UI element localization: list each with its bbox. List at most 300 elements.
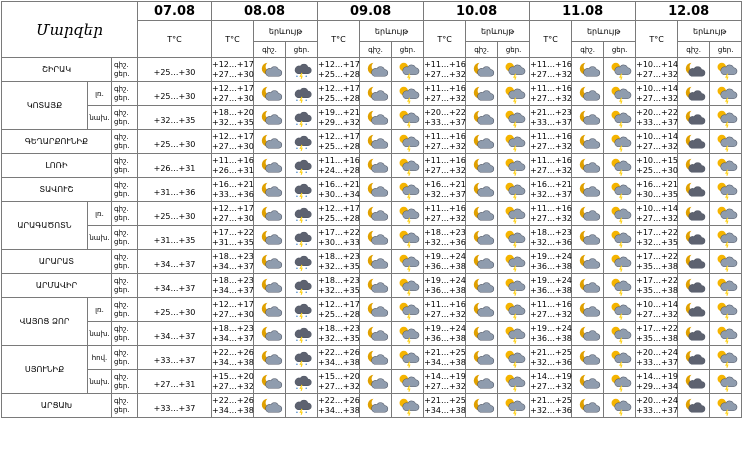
temp-header: T°C — [530, 21, 572, 58]
day-temp: +32…+35 — [318, 261, 360, 271]
temp-cell — [636, 394, 678, 418]
night-temp: +22…+26 — [318, 348, 360, 357]
day-label: ցեր. — [114, 69, 130, 78]
temp-cell — [318, 370, 360, 394]
day-temp: +33…+37 — [153, 404, 196, 414]
period-labels — [112, 274, 138, 298]
weather-icon-cell — [572, 346, 604, 370]
night-temp: +20…+24 — [636, 396, 678, 405]
weather-icon-cell — [710, 58, 742, 82]
day-temp: +26…+31 — [153, 164, 196, 174]
forecast-header: երևույթ — [466, 21, 530, 42]
day-temp: +27…+32 — [636, 69, 678, 79]
weather-icon-cell — [254, 130, 286, 154]
date-header: 10.08 — [424, 2, 530, 21]
temp-cell — [530, 82, 572, 106]
sun-cloud-storm-icon — [604, 61, 635, 78]
period-labels — [112, 154, 138, 178]
night-temp: +19…+24 — [530, 324, 572, 333]
night-temp: +12…+17 — [212, 60, 254, 69]
moon-cloud-icon — [572, 397, 603, 414]
night-label: գիշ. — [114, 252, 129, 261]
temp-cell — [138, 394, 212, 418]
weather-icon-cell — [678, 298, 710, 322]
day-temp: +27…+32 — [530, 213, 572, 223]
weather-icon-cell — [466, 370, 498, 394]
weather-icon-cell — [360, 250, 392, 274]
sun-cloud-storm-icon — [710, 157, 741, 174]
temp-cell — [318, 58, 360, 82]
day-label: ցեր. — [114, 117, 130, 126]
forecast-table — [1, 1, 742, 418]
day-temp: +27…+32 — [636, 93, 678, 103]
weather-icon-cell — [572, 322, 604, 346]
temp-cell — [212, 250, 254, 274]
weather-icon-cell — [498, 250, 530, 274]
day-temp: +35…+38 — [636, 261, 678, 271]
moon-cloud-icon — [466, 301, 497, 318]
table-row — [2, 346, 742, 370]
night-temp: +10…+14 — [636, 204, 678, 213]
weather-icon-cell — [360, 394, 392, 418]
night-temp: +12…+17 — [318, 84, 360, 93]
night-temp: +16…+21 — [318, 180, 360, 189]
day-temp: +30…+34 — [318, 189, 360, 199]
weather-icon-cell — [710, 322, 742, 346]
sun-cloud-storm-icon — [392, 277, 423, 294]
day-temp: +33…+37 — [636, 117, 678, 127]
day-temp: +25…+30 — [153, 308, 196, 318]
sun-cloud-storm-icon — [710, 61, 741, 78]
moon-cloud-icon — [572, 229, 603, 246]
temp-cell — [530, 370, 572, 394]
date-header: 12.08 — [636, 2, 742, 21]
weather-icon-cell — [392, 58, 424, 82]
weather-icon-cell — [498, 130, 530, 154]
moon-cloud-icon — [572, 301, 603, 318]
region-name: ԱՐՄԱՎԻՐ — [2, 274, 112, 298]
moon-cloud-icon — [360, 133, 391, 150]
weather-icon-cell — [572, 58, 604, 82]
day-label: ցեր. — [114, 237, 130, 246]
day-temp: +25…+28 — [318, 69, 360, 79]
moon-cloud-icon — [254, 325, 285, 342]
night-temp: +11…+16 — [424, 156, 466, 165]
region-name: ՏԱՎՈՒՇ — [2, 178, 112, 202]
forecast-header: երևույթ — [678, 21, 742, 42]
temp-cell — [318, 130, 360, 154]
weather-icon-cell — [466, 106, 498, 130]
day-temp: +29…+32 — [318, 117, 360, 127]
night-label: գիշ. — [114, 300, 129, 309]
cloud-storm-icon — [286, 157, 317, 174]
sun-cloud-storm-icon — [498, 85, 529, 102]
weather-icon-cell — [710, 226, 742, 250]
weather-icon-cell — [286, 82, 318, 106]
region-name: ՍՅՈՒՆԻՔ — [2, 346, 88, 394]
period-labels — [112, 298, 138, 322]
weather-icon-cell — [572, 298, 604, 322]
moon-cloud-icon — [466, 205, 497, 222]
day-temp: +36…+38 — [424, 261, 466, 271]
day-temp: +27…+32 — [530, 309, 572, 319]
night-temp: +17…+22 — [636, 228, 678, 237]
sun-cloud-storm-icon — [498, 277, 529, 294]
night-temp: +18…+23 — [318, 252, 360, 261]
day-temp: +33…+37 — [530, 117, 572, 127]
weather-icon-cell — [286, 274, 318, 298]
temp-cell — [424, 130, 466, 154]
sun-cloud-storm-icon — [392, 253, 423, 270]
temp-cell — [530, 178, 572, 202]
moon-cloud-icon — [466, 181, 497, 198]
weather-icon-cell — [286, 178, 318, 202]
night-temp: +10…+14 — [636, 300, 678, 309]
weather-icon-cell — [678, 154, 710, 178]
table-row — [2, 154, 742, 178]
day-temp: +27…+32 — [530, 165, 572, 175]
day-temp: +34…+38 — [212, 357, 254, 367]
moon-cloud-icon — [572, 61, 603, 78]
moon-cloud-icon — [360, 373, 391, 390]
temp-cell — [138, 202, 212, 226]
temp-cell — [138, 250, 212, 274]
day-label: ցեր. — [114, 261, 130, 270]
weather-icon-cell — [254, 82, 286, 106]
sun-cloud-storm-icon — [710, 229, 741, 246]
temp-cell — [424, 82, 466, 106]
day-temp: +32…+36 — [530, 405, 572, 415]
temp-cell — [530, 58, 572, 82]
table-row — [2, 394, 742, 418]
weather-icon-cell — [286, 106, 318, 130]
night-temp: +20…+22 — [424, 108, 466, 117]
temp-cell — [636, 274, 678, 298]
day-temp: +27…+32 — [636, 141, 678, 151]
region-name: ԼՈՌԻ — [2, 154, 112, 178]
moon-cloud-icon — [360, 85, 391, 102]
weather-icon-cell — [604, 298, 636, 322]
moon-cloud-icon — [254, 133, 285, 150]
temp-cell — [424, 322, 466, 346]
day-label: ցեր. — [114, 381, 130, 390]
weather-icon-cell — [254, 298, 286, 322]
weather-icon-cell — [392, 106, 424, 130]
zone-name: լռ. — [88, 298, 112, 322]
moon-cloud-icon — [572, 373, 603, 390]
weather-icon-cell — [572, 130, 604, 154]
day-temp: +35…+38 — [636, 333, 678, 343]
day-temp: +35…+38 — [636, 285, 678, 295]
weather-icon-cell — [604, 322, 636, 346]
day-temp: +34…+37 — [153, 332, 196, 342]
cloud-storm-icon — [286, 277, 317, 294]
sun-cloud-storm-icon — [498, 205, 529, 222]
night-subheader: գիշ. — [360, 42, 392, 58]
cloud-storm-icon — [286, 325, 317, 342]
day-temp: +33…+37 — [636, 357, 678, 367]
zone-name: լռ. — [88, 202, 112, 226]
temp-cell — [212, 154, 254, 178]
day-temp: +32…+37 — [424, 189, 466, 199]
day-temp: +27…+32 — [424, 381, 466, 391]
night-subheader: գիշ. — [254, 42, 286, 58]
forecast-header: երևույթ — [254, 21, 318, 42]
weather-icon-cell — [254, 226, 286, 250]
day-temp: +25…+28 — [318, 93, 360, 103]
period-labels — [112, 250, 138, 274]
temp-cell — [424, 106, 466, 130]
period-labels — [112, 394, 138, 418]
temp-cell — [212, 346, 254, 370]
moon-cloud-icon — [466, 349, 497, 366]
weather-icon-cell — [254, 370, 286, 394]
table-row — [2, 370, 742, 394]
weather-icon-cell — [604, 226, 636, 250]
temp-cell — [636, 298, 678, 322]
moon-cloud-icon — [360, 181, 391, 198]
temp-cell — [636, 106, 678, 130]
table-row — [2, 106, 742, 130]
moon-cloud-icon — [466, 229, 497, 246]
night-temp: +14…+19 — [530, 372, 572, 381]
sun-cloud-storm-icon — [604, 253, 635, 270]
region-name: ԱՐՑԱԽ — [2, 394, 112, 418]
temp-cell — [318, 346, 360, 370]
day-temp: +29…+34 — [636, 381, 678, 391]
night-temp: +14…+19 — [636, 372, 678, 381]
temp-cell — [530, 106, 572, 130]
day-label: ցեր. — [114, 141, 130, 150]
weather-icon-cell — [710, 274, 742, 298]
weather-icon-cell — [710, 250, 742, 274]
day-temp: +27…+30 — [212, 309, 254, 319]
day-temp: +32…+36 — [424, 237, 466, 247]
night-subheader: գիշ. — [572, 42, 604, 58]
weather-icon-cell — [360, 226, 392, 250]
night-label: գիշ. — [114, 228, 129, 237]
date-header: 11.08 — [530, 2, 636, 21]
temp-cell — [530, 226, 572, 250]
night-temp: +18…+23 — [212, 276, 254, 285]
moon-cloud-icon — [254, 85, 285, 102]
day-temp: +26…+31 — [212, 165, 254, 175]
temp-cell — [318, 394, 360, 418]
weather-icon-cell — [678, 130, 710, 154]
moon-cloud-icon — [572, 277, 603, 294]
moon-dark-cloud-icon — [678, 349, 709, 366]
day-temp: +25…+30 — [153, 212, 196, 222]
table-row — [2, 202, 742, 226]
day-temp: +34…+38 — [318, 405, 360, 415]
moon-cloud-icon — [572, 253, 603, 270]
temp-header: T°C — [212, 21, 254, 58]
sun-cloud-storm-icon — [604, 157, 635, 174]
day-temp: +25…+28 — [318, 141, 360, 151]
sun-cloud-storm-icon — [392, 109, 423, 126]
weather-icon-cell — [254, 394, 286, 418]
date-header: 07.08 — [138, 2, 212, 21]
sun-cloud-storm-icon — [604, 181, 635, 198]
sun-cloud-storm-icon — [498, 349, 529, 366]
weather-icon-cell — [604, 394, 636, 418]
day-temp: +32…+35 — [153, 116, 196, 126]
date-header: 09.08 — [318, 2, 424, 21]
night-temp: +11…+16 — [530, 60, 572, 69]
moon-dark-cloud-icon — [678, 133, 709, 150]
weather-icon-cell — [678, 58, 710, 82]
night-temp: +19…+24 — [530, 252, 572, 261]
night-temp: +16…+21 — [530, 180, 572, 189]
weather-icon-cell — [254, 202, 286, 226]
temp-header: T°C — [138, 21, 212, 58]
night-temp: +17…+22 — [636, 324, 678, 333]
weather-icon-cell — [678, 202, 710, 226]
moon-cloud-icon — [360, 109, 391, 126]
weather-icon-cell — [498, 202, 530, 226]
night-temp: +12…+17 — [212, 132, 254, 141]
day-temp: +25…+30 — [153, 68, 196, 78]
temp-cell — [424, 250, 466, 274]
weather-icon-cell — [360, 322, 392, 346]
night-temp: +11…+16 — [530, 132, 572, 141]
night-label: գիշ. — [114, 348, 129, 357]
sun-cloud-storm-icon — [710, 181, 741, 198]
period-labels — [112, 130, 138, 154]
moon-dark-cloud-icon — [678, 325, 709, 342]
weather-icon-cell — [498, 394, 530, 418]
temp-cell — [138, 106, 212, 130]
weather-icon-cell — [286, 130, 318, 154]
day-temp: +27…+32 — [318, 381, 360, 391]
night-temp: +19…+24 — [530, 276, 572, 285]
weather-icon-cell — [572, 226, 604, 250]
temp-header: T°C — [424, 21, 466, 58]
moon-cloud-icon — [572, 181, 603, 198]
day-label: ցեր. — [114, 405, 130, 414]
weather-icon-cell — [678, 322, 710, 346]
temp-cell — [138, 346, 212, 370]
night-temp: +21…+25 — [530, 396, 572, 405]
cloud-storm-icon — [286, 229, 317, 246]
night-temp: +11…+16 — [530, 156, 572, 165]
cloud-storm-icon — [286, 253, 317, 270]
night-temp: +21…+25 — [424, 348, 466, 357]
day-temp: +36…+38 — [530, 285, 572, 295]
weather-icon-cell — [254, 58, 286, 82]
temp-cell — [636, 58, 678, 82]
day-temp: +34…+38 — [424, 357, 466, 367]
temp-cell — [530, 346, 572, 370]
weather-icon-cell — [498, 298, 530, 322]
day-temp: +25…+30 — [153, 92, 196, 102]
temp-cell — [212, 322, 254, 346]
weather-icon-cell — [604, 250, 636, 274]
weather-icon-cell — [466, 226, 498, 250]
temp-cell — [138, 130, 212, 154]
table-row — [2, 226, 742, 250]
night-label: գիշ. — [114, 156, 129, 165]
temp-cell — [318, 274, 360, 298]
day-temp: +27…+32 — [636, 213, 678, 223]
moon-cloud-icon — [572, 85, 603, 102]
weather-icon-cell — [572, 82, 604, 106]
day-temp: +27…+30 — [212, 141, 254, 151]
night-subheader: գիշ. — [466, 42, 498, 58]
weather-icon-cell — [604, 58, 636, 82]
day-temp: +34…+37 — [153, 260, 196, 270]
day-temp: +27…+32 — [636, 309, 678, 319]
weather-icon-cell — [604, 82, 636, 106]
cloud-storm-icon — [286, 133, 317, 150]
period-labels — [112, 346, 138, 370]
temp-cell — [424, 370, 466, 394]
moon-cloud-icon — [254, 253, 285, 270]
night-temp: +17…+22 — [636, 252, 678, 261]
temp-cell — [212, 130, 254, 154]
day-temp: +30…+33 — [318, 237, 360, 247]
moon-cloud-icon — [572, 205, 603, 222]
weather-icon-cell — [678, 370, 710, 394]
temp-cell — [318, 322, 360, 346]
moon-dark-cloud-icon — [678, 301, 709, 318]
sun-cloud-storm-icon — [498, 133, 529, 150]
moon-cloud-icon — [360, 157, 391, 174]
night-temp: +18…+23 — [318, 324, 360, 333]
moon-cloud-icon — [254, 205, 285, 222]
sun-cloud-storm-icon — [604, 109, 635, 126]
day-temp: +36…+38 — [530, 261, 572, 271]
sun-cloud-storm-icon — [710, 373, 741, 390]
weather-icon-cell — [360, 58, 392, 82]
sun-cloud-storm-icon — [604, 349, 635, 366]
temp-cell — [636, 130, 678, 154]
cloud-storm-icon — [286, 397, 317, 414]
sun-cloud-storm-icon — [498, 229, 529, 246]
weather-icon-cell — [254, 346, 286, 370]
night-temp: +12…+17 — [318, 60, 360, 69]
moon-cloud-icon — [466, 133, 497, 150]
moon-cloud-icon — [572, 157, 603, 174]
moon-cloud-icon — [466, 277, 497, 294]
period-labels — [112, 58, 138, 82]
day-temp: +31…+35 — [212, 237, 254, 247]
moon-dark-cloud-icon — [678, 85, 709, 102]
moon-cloud-icon — [572, 325, 603, 342]
night-temp: +18…+23 — [424, 228, 466, 237]
weather-icon-cell — [392, 202, 424, 226]
weather-icon-cell — [604, 346, 636, 370]
weather-icon-cell — [392, 394, 424, 418]
weather-icon-cell — [678, 274, 710, 298]
temp-cell — [424, 178, 466, 202]
sun-cloud-storm-icon — [710, 397, 741, 414]
weather-icon-cell — [498, 346, 530, 370]
day-temp: +32…+35 — [318, 285, 360, 295]
forecast-header: երևույթ — [360, 21, 424, 42]
weather-icon-cell — [392, 130, 424, 154]
temp-cell — [138, 274, 212, 298]
day-label: ցեր. — [114, 189, 130, 198]
day-subheader: ցեր. — [710, 42, 742, 58]
sun-cloud-storm-icon — [604, 85, 635, 102]
temp-cell — [530, 394, 572, 418]
temp-cell — [138, 322, 212, 346]
temp-cell — [318, 202, 360, 226]
night-temp: +12…+17 — [318, 204, 360, 213]
night-temp: +11…+16 — [318, 156, 360, 165]
weather-icon-cell — [498, 82, 530, 106]
